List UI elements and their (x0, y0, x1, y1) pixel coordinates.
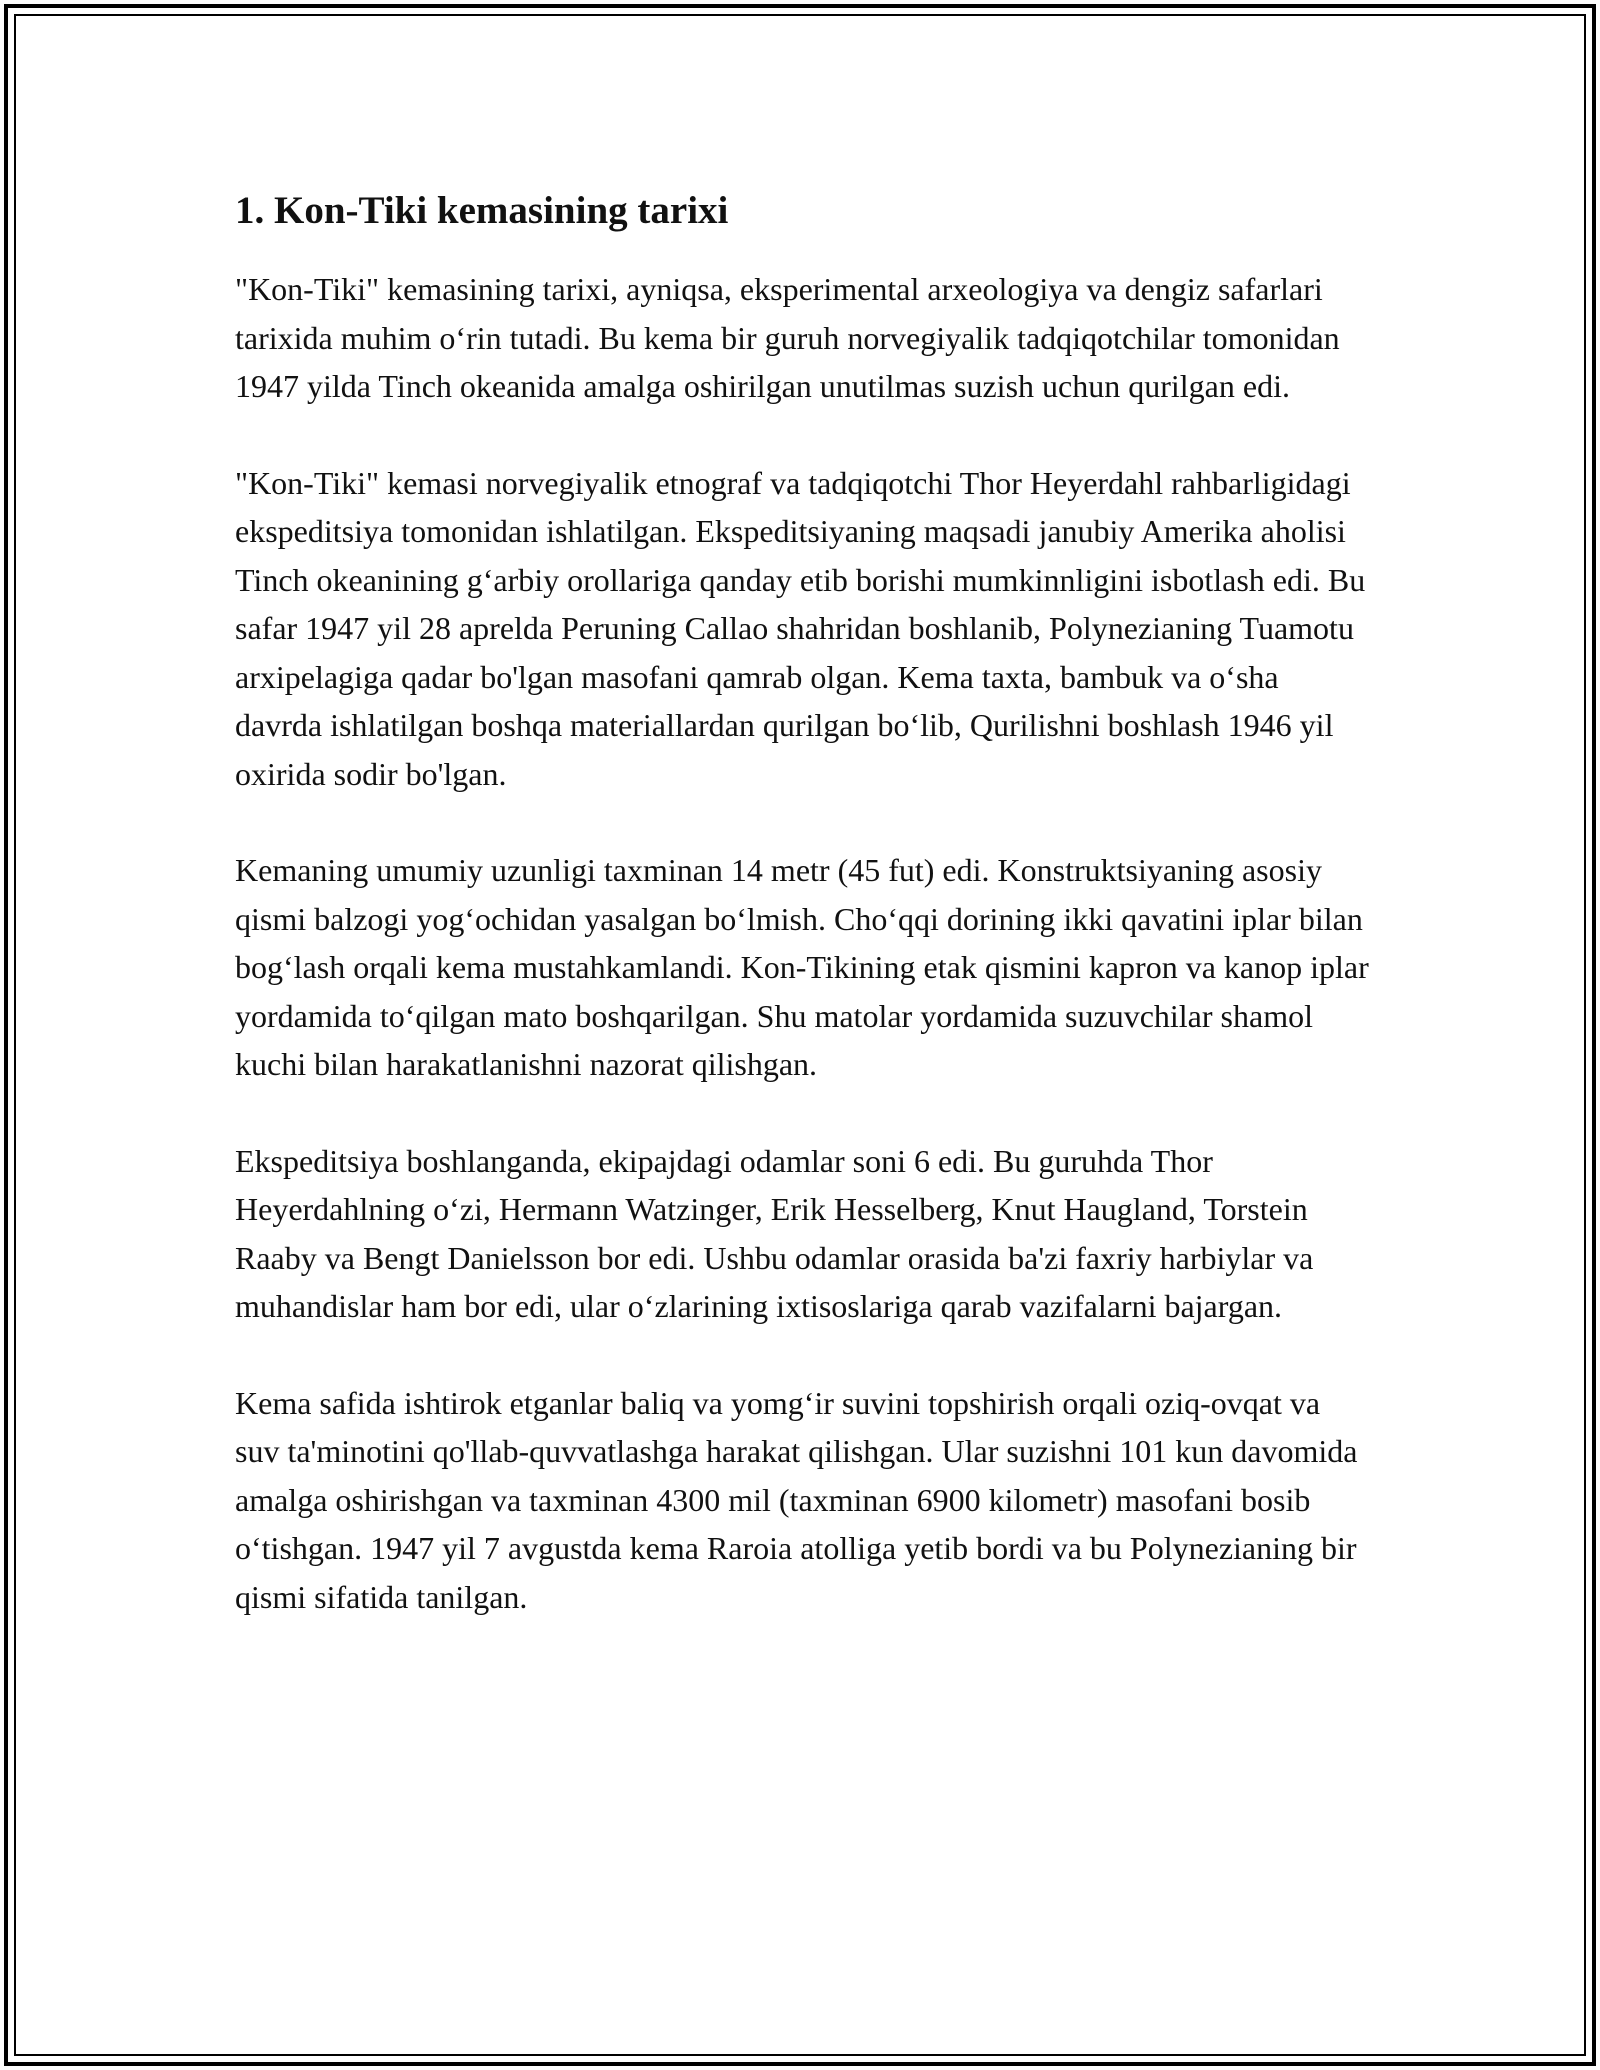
paragraph-expedition: "Kon-Tiki" kemasi norvegiyalik etnograf va tadqiqotchi Thor Heyerdahl rahbarligidagi ekspeditsiya tomonidan ishlatilgan. Ekspeditsiyaning maqsadi janubiy Amerika aholisi Tinch okeanining g‘arbiy orollariga qanday etib borishi mumkinnligini isbotlash edi. Bu safar 1947 yil 28 aprelda Peruning Callao shahridan boshlanib, Polynezianing Tuamotu arxipelagiga qadar bo'lgan masofani qamrab olgan. Kema taxta, bambuk va o‘sha davrda ishlatilgan boshqa materiallardan qurilgan bo‘lib, Qurilishni boshlash 1946 yil oxirida sodir bo'lgan. (235, 464, 1366, 792)
paragraph-crew: Ekspeditsiya boshlanganda, ekipajdagi odamlar soni 6 edi. Bu guruhda Thor Heyerdahlning o‘zi, Hermann Watzinger, Erik Hesselberg, Knut Haugland, Torstein Raaby va Bengt Danielsson bor edi. Ushbu odamlar orasida ba'zi faxriy harbiylar va muhandislar ham bor edi, ular o‘zlarining ixtisoslariga qarab vazifalarni bajargan. (235, 1142, 1314, 1324)
paragraph-voyage: Kema safida ishtirok etganlar baliq va yomg‘ir suvini topshirish orqali oziq-ovqat va suv ta'minotini qo'llab-quvvatlashga harakat qilishgan. Ular suzishni 101 kun davomida amalga oshirishgan va taxminan 4300 mil (taxminan 6900 kilometr) masofani bosib o‘tishgan. 1947 yil 7 avgustda kema Raroia atolliga yetib bordi va bu Polynezianing bir qismi sifatida tanilgan. (235, 1384, 1358, 1615)
document-body (235, 185, 1370, 1669)
section-heading: 1. Kon-Tiki kemasining tarixi (235, 189, 729, 232)
paragraph-intro: "Kon-Tiki" kemasining tarixi, ayniqsa, eksperimental arxeologiya va dengiz safarlari tarixida muhim o‘rin tutadi. Bu kema bir guruh norvegiyalik tadqiqotchilar tomonidan 1947 yilda Tinch okeanida amalga oshirilgan unutilmas suzish uchun qurilgan edi. (235, 271, 1340, 404)
paragraph-construction: Kemaning umumiy uzunligi taxminan 14 metr (45 fut) edi. Konstruktsiyaning asosiy qismi balzogi yog‘ochidan yasalgan bo‘lmish. Cho‘qqi dorining ikki qavatini iplar bilan bog‘lash orqali kema mustahkamlandi. Kon-Tikining etak qismini kapron va kanop iplar yordamida to‘qilgan mato boshqarilgan. Shu matolar yordamida suzuvchilar shamol kuchi bilan harakatlanishni nazorat qilishgan. (235, 852, 1369, 1082)
